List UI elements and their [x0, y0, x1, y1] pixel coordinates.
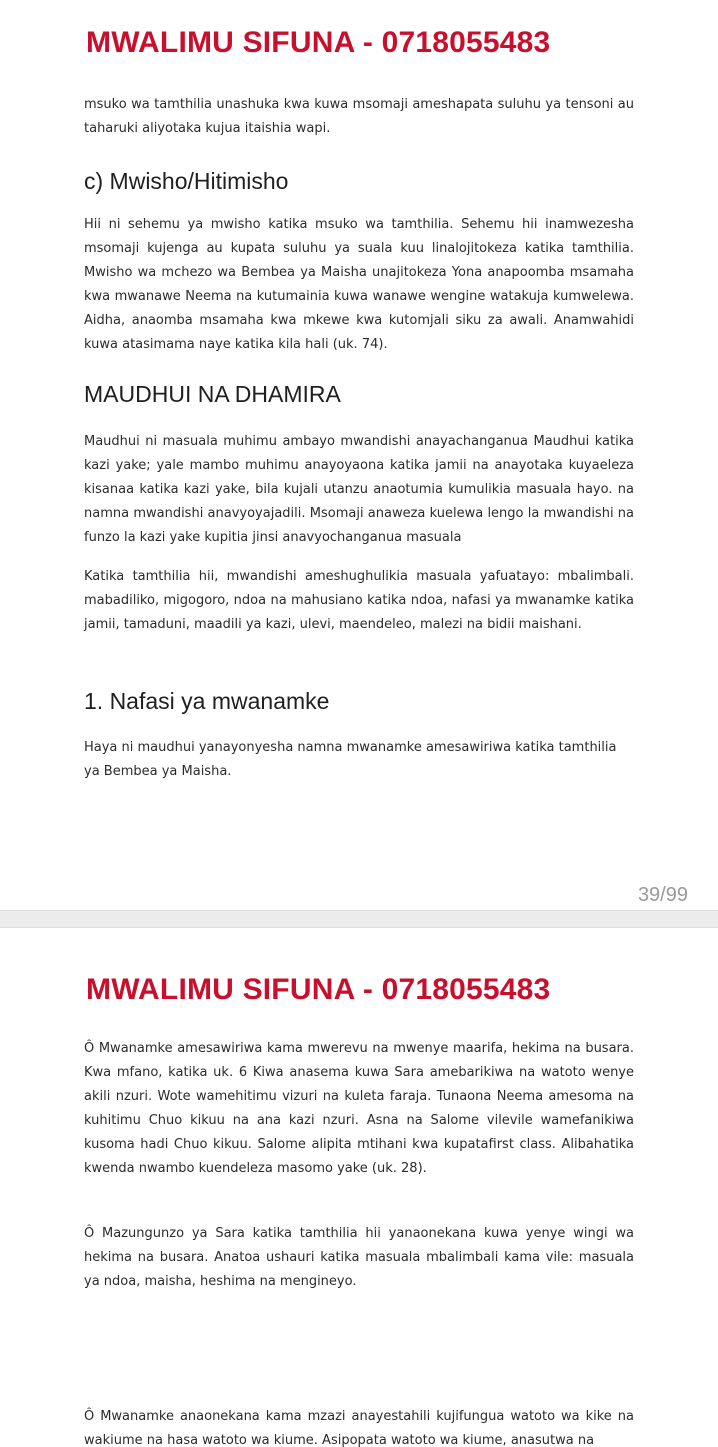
bullet-paragraph-2: Ô Mazungunzo ya Sara katika tamthilia hii yanaonekana kuwa yenye wingi wa hekima na busara. Anatoa ushauri katika masuala mbalimbali kama vile: masuala ya ndoa, maisha, heshima na mengineyo.: [84, 1226, 634, 1289]
maudhui-paragraph-2: Katika tamthilia hii, mwandishi ameshughulikia masuala yafuatayo: mbalimbali. mabadiliko, migogoro, ndoa na mahusiano katika ndoa, nafasi ya mwanamke katika jamii, tamaduni, maadili ya kazi, ulevi, maendeleo, malezi na bidii maishani.: [84, 569, 634, 632]
mwisho-paragraph: Hii ni sehemu ya mwisho katika msuko wa tamthilia. Sehemu hii inamwezesha msomaji kujenga au kupata suluhu ya suala kuu linalojitokeza katika tamthilia. Mwisho wa mchezo wa Bembea ya Maisha unajitokeza Yona anapoomba msamaha kwa mwanawe Neema na kutumainia kuwa wanawe wengine watakuja kumwelewa. Aidha, anaomba msamaha kwa mkewe kwa kutomjali siku za awali. Anamwahidi kuwa atasimama naye katika kila hali (uk. 74).: [84, 217, 634, 352]
maudhui-paragraph-1: Maudhui ni masuala muhimu ambayo mwandishi anayachanganua Maudhui katika kazi yake; yale mambo muhimu anayoyaona katika jamii na anayotaka kuyaeleza kisanaa katika kazi yake, bila kujali utanzu anaotumia kumulikia masuala hayo. na namna mwandishi anavyoyajadili. Msomaji anaweza kuelewa lengo la mwandishi na funzo la kazi yake kupitia jinsi anavyochanganua masuala: [84, 434, 634, 545]
page-number: 39/99: [637, 884, 688, 906]
document-page-40: [0, 928, 718, 1447]
section-heading-maudhui: MAUDHUI NA DHAMIRA: [84, 381, 341, 407]
bullet-paragraph-1: Ô Mwanamke amesawiriwa kama mwerevu na mwenye maarifa, hekima na busara. Kwa mfano, katika uk. 6 Kiwa anasema kuwa Sara amebarikiwa na watoto wenye akili nzuri. Wote wamehitimu vizuri na kuleta faraja. Tunaona Neema amesoma na kuhitimu Chuo kikuu na ana kazi nzuri. Asna na Salome vilevile wamefanikiwa kusoma hadi Chuo kikuu. Salome alipita mtihani kwa kupatafirst class. Alibahatika kwenda nwambo kuendeleza masomo yake (uk. 28).: [84, 1041, 634, 1176]
page-separator: [0, 910, 718, 928]
page-header: MWALIMU SIFUNA - 0718055483: [86, 26, 551, 59]
page-header: MWALIMU SIFUNA - 0718055483: [86, 973, 551, 1006]
nafasi-paragraph: Haya ni maudhui yanayonyesha namna mwanamke amesawiriwa katika tamthilia ya Bembea ya Maisha.: [84, 740, 617, 779]
section-heading-mwisho: c) Mwisho/Hitimisho: [84, 168, 289, 194]
bullet-paragraph-3: Ô Mwanamke anaonekana kama mzazi anayestahili kujifungua watoto wa kike na wakiume na hasa watoto wa kiume. Asipopata watoto wa kiume, anasutwa na: [84, 1409, 634, 1447]
section-heading-nafasi: 1. Nafasi ya mwanamke: [84, 688, 330, 714]
intro-paragraph: msuko wa tamthilia unashuka kwa kuwa msomaji ameshapata suluhu ya tensoni au taharuki aliyotaka kujua itaishia wapi.: [84, 97, 634, 136]
